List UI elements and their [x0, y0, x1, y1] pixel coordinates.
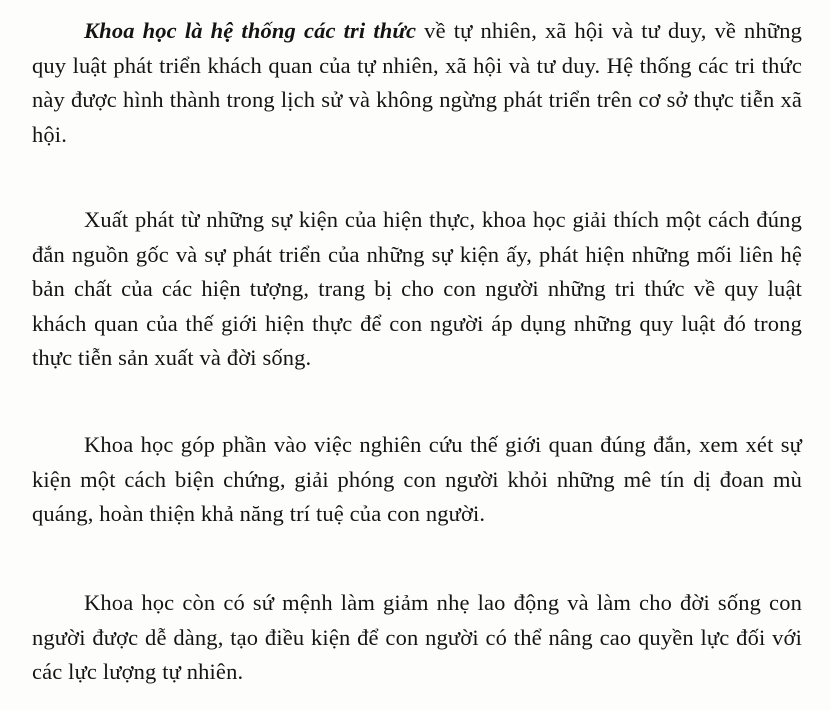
paragraph-lead-term: Khoa học là hệ thống các tri thức	[84, 18, 417, 43]
paragraph-text: Xuất phát từ những sự kiện của hiện thực, khoa học giải thích một cách đúng đắn nguồn gốc và sự phát triển của những sự kiện ấy, phát hiện những mối liên hệ bản chất của các hiện tượng, trang bị cho con người những tri thức về quy luật khách quan của thế giới hiện thực để con người áp dụng những quy luật đó trong thực tiễn sản xuất và đời sống.	[32, 207, 802, 370]
paragraph-role-of-science	[32, 203, 802, 376]
paragraph-text: về tự nhiên, xã hội và tư duy, về những quy luật phát triển khách quan của tự nhiên, xã hội và tư duy. Hệ thống các tri thức này được hình thành trong lịch sử và không ngừng phát triển trên cơ sở thực tiễn xã hội.	[32, 18, 802, 147]
paragraph-mission	[32, 586, 802, 690]
paragraph-text: Khoa học còn có sứ mệnh làm giảm nhẹ lao động và làm cho đời sống con người được dễ dàng, tạo điều kiện để con người có thể nâng cao quyền lực đối với các lực lượng tự nhiên.	[32, 590, 802, 684]
paragraph-worldview	[32, 428, 802, 532]
paragraph-text: Khoa học góp phần vào việc nghiên cứu thế giới quan đúng đắn, xem xét sự kiện một cách biện chứng, giải phóng con người khỏi những mê tín dị đoan mù quáng, hoàn thiện khả năng trí tuệ của con người.	[32, 432, 802, 526]
paragraph-definition	[32, 14, 802, 152]
